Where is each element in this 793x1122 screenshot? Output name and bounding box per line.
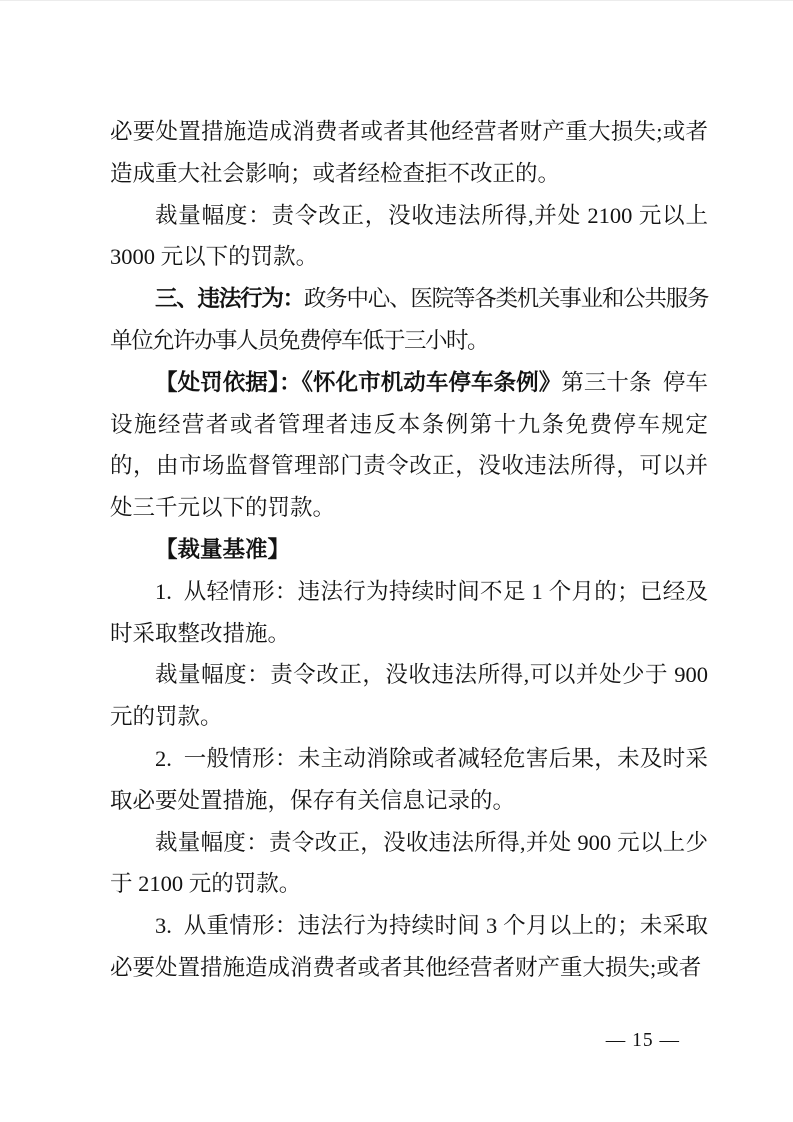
- paragraph-penalty-basis: [110, 362, 708, 529]
- paragraph-general-case: [110, 738, 708, 822]
- paragraph-continuation: [110, 111, 708, 195]
- paragraph-severe-case: [110, 905, 708, 989]
- paragraph-text: 1. 从轻情形：违法行为持续时间不足 1 个月的；已经及时采取整改措施。: [110, 578, 708, 646]
- paragraph-lead: 三、违法行为：: [155, 286, 304, 312]
- paragraph-text: 第三十条 停车设施经营者或者管理者违反本条例第十九条免费停车规定的，由市场监督管理部门责令改正，没收违法所得，可以并处三千元以下的罚款。: [110, 369, 708, 521]
- paragraph-text: 裁量幅度：责令改正，没收违法所得,并处 900 元以上少于 2100 元的罚款。: [110, 829, 708, 897]
- paragraph-discretion-range: [110, 822, 708, 906]
- paragraph-text: 裁量幅度：责令改正，没收违法所得,可以并处少于 900 元的罚款。: [110, 662, 714, 730]
- paragraph-text: 3. 从重情形：违法行为持续时间 3 个月以上的；未采取必要处置措施造成消费者或者其他经营者财产重大损失;或者: [110, 913, 708, 980]
- paragraph-text: 2. 一般情形：未主动消除或者减轻危害后果，未及时采取必要处置措施，保存有关信息记录的。: [110, 745, 708, 813]
- paragraph-text: 政务中心、医院等各类机关事业和公共服务单位允许办事人员免费停车低于三小时。: [110, 286, 708, 353]
- document-body: [110, 111, 714, 989]
- paragraph-violation-3: [110, 278, 708, 362]
- paragraph-discretion-benchmark-heading: [110, 529, 708, 571]
- paragraph-text: 裁量幅度：责令改正，没收违法所得,并处 2100 元以上 3000 元以下的罚款。: [110, 202, 714, 270]
- page-number: — 15 —: [605, 1030, 680, 1051]
- paragraph-discretion-range: [110, 195, 714, 279]
- page-top-edge: [0, 0, 793, 1]
- paragraph-discretion-range: [110, 654, 714, 738]
- paragraph-text: 必要处置措施造成消费者或者其他经营者财产重大损失;或者造成重大社会影响；或者经检查拒不改正的。: [110, 119, 708, 186]
- paragraph-lead: 【处罚依据】：《怀化市机动车停车条例》: [155, 369, 562, 395]
- paragraph-lead: 【裁量基准】: [155, 536, 291, 562]
- paragraph-lenient-case: [110, 571, 708, 655]
